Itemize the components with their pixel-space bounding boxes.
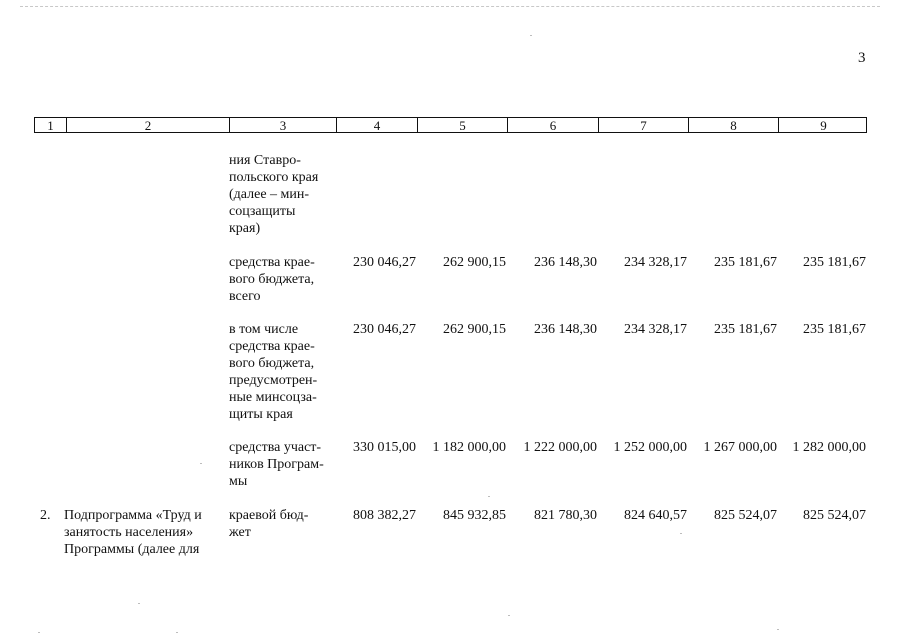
header-col-4: 4 [337,118,418,132]
text-line: Программы (далее для [64,542,200,557]
table-row-3-col3 [229,439,335,490]
page-number: 3 [858,50,866,66]
table-row-3-col7: 1 252 000,00 [613,440,687,455]
text-line: краевой бюд- [229,508,309,523]
scan-speck [488,496,490,497]
table-row-4-col9: 825 524,07 [803,508,866,523]
scan-speck [777,629,779,630]
scan-speck [200,463,202,464]
text-line: края) [229,221,261,236]
text-line: щиты края [229,407,293,422]
table-row-3-col9: 1 282 000,00 [792,440,866,455]
text-line: жет [229,525,251,540]
table-row-4-col2 [64,507,222,558]
table-row-3-col5: 1 182 000,00 [432,440,506,455]
text-line: предусмотрен- [229,373,318,388]
table-row-3-col8: 1 267 000,00 [703,440,777,455]
table-row-4-col4: 808 382,27 [353,508,416,523]
table-row-1-col4: 230 046,27 [353,255,416,270]
text-line: всего [229,289,261,304]
scan-speck [38,632,40,633]
text-line: занятость населения» [64,525,194,540]
scan-speck [138,603,140,604]
text-line: (далее – мин- [229,187,310,202]
header-col-3: 3 [230,118,337,132]
text-line: в том числе [229,322,299,337]
text-line: ния Ставро- [229,153,301,168]
text-line: средства крае- [229,255,315,270]
header-col-1: 1 [35,118,67,132]
table-row-2-col4: 230 046,27 [353,322,416,337]
scan-speck [508,615,510,616]
scan-artifact-line [20,6,880,7]
header-col-5: 5 [418,118,508,132]
table-row-2-col8: 235 181,67 [714,322,777,337]
table-row-2-col5: 262 900,15 [443,322,506,337]
text-line: мы [229,474,248,489]
text-line: Подпрограмма «Труд и [64,508,202,523]
header-col-7: 7 [599,118,689,132]
table-row-4-col7: 824 640,57 [624,508,687,523]
table-row-2-col7: 234 328,17 [624,322,687,337]
table-row-0-col3 [229,152,335,237]
text-line: вого бюджета, [229,356,315,371]
scan-speck [176,632,178,633]
table-row-4-col5: 845 932,85 [443,508,506,523]
header-col-8: 8 [689,118,779,132]
table-row-1-col9: 235 181,67 [803,255,866,270]
table-row-1-col7: 234 328,17 [624,255,687,270]
table-row-3-col4: 330 015,00 [353,440,416,455]
text-line: ные минсоцза- [229,390,317,405]
table-row-4-col8: 825 524,07 [714,508,777,523]
text-line: ников Програм- [229,457,324,472]
table-row-2-col3 [229,321,335,423]
scan-speck [530,35,532,36]
text-line: вого бюджета, [229,272,315,287]
table-row-4-col6: 821 780,30 [534,508,597,523]
text-line: польского края [229,170,319,185]
header-col-2: 2 [67,118,230,132]
header-col-9: 9 [820,118,827,133]
scan-speck [680,533,682,534]
header-col-6: 6 [508,118,599,132]
table-row-2-col6: 236 148,30 [534,322,597,337]
table-row-1-col3 [229,254,335,305]
table-row-2-col9: 235 181,67 [803,322,866,337]
table-row-4-col3 [229,507,335,541]
table-row-4-index: 2. [40,508,51,523]
table-row-1-col5: 262 900,15 [443,255,506,270]
table-row-1-col8: 235 181,67 [714,255,777,270]
text-line: соцзащиты [229,204,296,219]
table-header-row [34,117,867,133]
text-line: средства крае- [229,339,315,354]
table-row-3-col6: 1 222 000,00 [523,440,597,455]
text-line: средства участ- [229,440,322,455]
table-row-1-col6: 236 148,30 [534,255,597,270]
